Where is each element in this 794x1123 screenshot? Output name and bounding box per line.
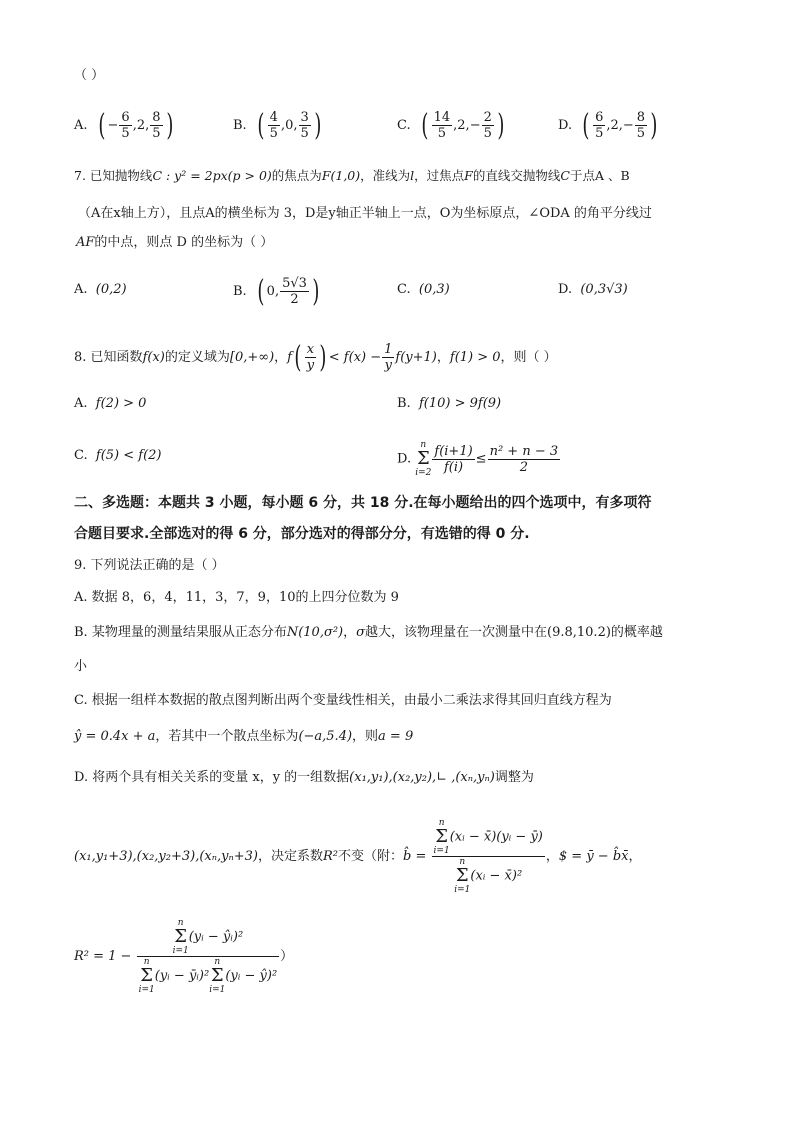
q9-option-b-line1: B. 某物理量的测量结果服从正态分布N(10,σ²)，σ越大，该物理量在一次测量中在(9.8,10.2)的概率越 (74, 625, 663, 640)
q9-r-squared-formula: R² = 1 − n Σ i=1(yᵢ − ŷᵢ)² n Σ i=1(yᵢ − ȳᵢ)²n Σ i=1(yᵢ − ŷ)² ） (74, 918, 294, 995)
q7-option-d: D. (0,3√3) (558, 282, 628, 297)
q6-option-b: B. ( $\frac{4}{5}$ ,0, $\frac{3}{5}$ ) (233, 107, 322, 143)
q9-option-c-line2: ŷ = 0.4x + a，若其中一个散点坐标为(−a,5.4)，则a = 9 (74, 729, 414, 744)
q8-option-a: A. f(2) > 0 (74, 396, 147, 411)
section-two-heading-line1: 二、多选题：本题共 3 小题，每小题 6 分，共 18 分.在每小题给出的四个选项中，有多项符 (74, 495, 652, 511)
q7-stem-line3: AF的中点，则点 D 的坐标为（ ） (76, 235, 274, 250)
q7-option-b: B. ( 0, $\frac{5√3}{2}$ ) (233, 273, 320, 309)
q8-option-d: D. n Σ i=2 $\frac{f(i+1)}{f(i)}$ ≤ $\frac{\text{n² + n − 3}}{2}$ (397, 440, 559, 478)
q9-option-a: A. 数据 8，6，4，11，3，7，9，10的上四分位数为 9 (74, 590, 399, 605)
q9-stem: 9. 下列说法正确的是（ ） (74, 558, 225, 573)
q9-option-d-line2: (x₁,y₁+3),(x₂,y₂+3),(xₙ,yₙ+3)，决定系数R²不变（附：b̂ = n Σ i=1(xᵢ − x̄)(yᵢ − ȳ) n Σ i=1(xᵢ − x̄)² ，$ = ȳ − b̂x̄， (74, 818, 642, 895)
q9-option-b-line2: 小 (74, 659, 88, 674)
q6-option-d: D. ( $\frac{6}{5}$ ,2,− $\frac{8}{5}$ ) (558, 107, 658, 143)
q9-option-d-line1: D. 将两个具有相关关系的变量 x，y 的一组数据(x₁,y₁),(x₂,y₂),∟ ,(xₙ,yₙ)调整为 (74, 770, 534, 785)
q7-option-c: C. (0,3) (397, 282, 450, 297)
q8-option-b: B. f(10) > 9f(9) (397, 396, 502, 411)
section-two-heading-line2: 合题目要求.全部选对的得 6 分，部分选对的得部分分，有选错的得 0 分. (74, 526, 530, 542)
q9-option-c-line1: C. 根据一组样本数据的散点图判断出两个变量线性相关，由最小二乘法求得其回归直线方程为 (74, 693, 612, 708)
q7-stem-line1: 7. 已知抛物线C : y² = 2px(p > 0)的焦点为F(1,0)，准线为l，过焦点F的直线交抛物线C于点A 、B (74, 168, 630, 183)
q7-option-a: A. (0,2) (74, 282, 127, 297)
q7-stem-line2: （A在x轴上方），且点A的横坐标为 3，D是y轴正半轴上一点，O为坐标原点，∠ODA 的角平分线过 (78, 206, 652, 221)
q8-option-c: C. f(5) < f(2) (74, 448, 162, 463)
q6-option-a: A. ( − $\frac{6}{5}$ ,2, $\frac{8}{5}$ ) (74, 107, 173, 143)
q8-stem: 8. 已知函数f(x)的定义域为[0,+∞)，f( $\frac{x}{y}$ ) < f(x) − $\frac{1}{y}$ f(y+1)，f(1) > 0，则（ ） (74, 339, 557, 375)
q6-paren: （ ） (74, 68, 105, 83)
q6-option-c: C. ( $\frac{14}{5}$ ,2,− $\frac{2}{5}$ ) (397, 107, 505, 143)
